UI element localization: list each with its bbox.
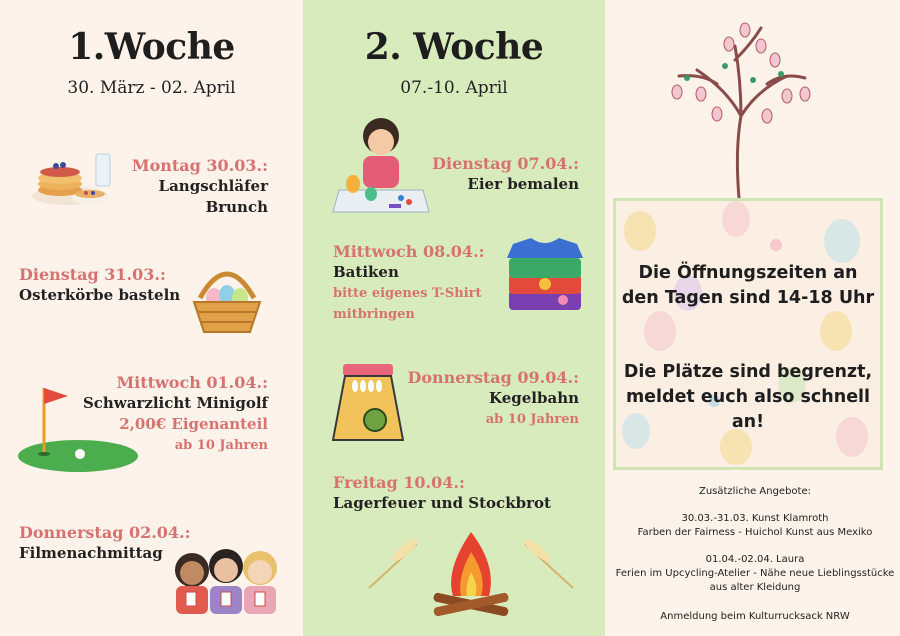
offer1-title: 30.03.-31.03. Kunst Klamroth (681, 513, 829, 524)
event-donnerstag-02 (19, 522, 191, 564)
event-activity: Schwarzlicht Minigolf (82, 394, 268, 412)
campfire-icon (365, 526, 577, 622)
event-day: Donnerstag 09.04.: (407, 368, 579, 387)
extras-heading: Zusätzliche Angebote: (698, 486, 811, 497)
event-activity: Batiken (333, 263, 399, 281)
event-activity: Kegelbahn (489, 389, 579, 407)
event-note: mitbringen (333, 307, 415, 322)
event-freitag-10 (333, 472, 551, 514)
easter-tree-icon (657, 20, 817, 200)
event-age: ab 10 Jahren (485, 412, 579, 427)
offer2-title: 01.04.-02.04. Laura (705, 554, 805, 565)
egg-painting-icon (331, 112, 431, 216)
offer2-description-cont: aus alter Kleidung (709, 582, 801, 593)
offer1-description: Farben der Fairness - Huichol Kunst aus Mexiko (637, 527, 873, 538)
info-box (613, 198, 883, 470)
event-day: Mittwoch 01.04.: (116, 373, 268, 392)
event-mittwoch-01 (83, 372, 268, 456)
event-day: Dienstag 31.03.: (19, 265, 166, 284)
event-activity: Langschläfer (158, 177, 268, 195)
week1-title: 1.Woche (68, 26, 235, 68)
event-activity: Osterkörbe basteln (19, 286, 181, 304)
event-activity: Eier bemalen (467, 175, 579, 193)
pancake-icon (28, 148, 120, 212)
event-day: Montag 30.03.: (131, 156, 268, 175)
kids-popcorn-icon (170, 540, 282, 616)
event-dienstag-31 (19, 264, 180, 306)
limited-spots-line1: Die Plätze sind begrenzt, (623, 362, 873, 382)
tie-dye-shirts-icon (503, 234, 587, 318)
week2-dates: 07.-10. April (400, 78, 508, 98)
event-day: Mittwoch 08.04.: (333, 242, 485, 261)
event-activity: Brunch (205, 198, 268, 216)
week2-title: 2. Woche (364, 26, 544, 68)
offer2-description: Ferien im Upcycling-Atelier - Nähe neue Lieblingsstücke (615, 568, 895, 579)
signup-note: Anmeldung beim Kulturrucksack NRW (660, 611, 850, 622)
week1-dates: 30. März - 02. April (67, 78, 236, 98)
event-day: Donnerstag 02.04.: (19, 523, 191, 542)
event-activity: Filmenachmittag (19, 544, 163, 562)
bowling-lane-icon (327, 362, 409, 444)
event-dienstag-07 (432, 153, 579, 195)
event-montag (132, 155, 268, 218)
event-activity: Lagerfeuer und Stockbrot (333, 494, 551, 512)
event-age: ab 10 Jahren (174, 438, 268, 453)
easter-basket-icon (188, 258, 266, 338)
event-price: 2,00€ Eigenanteil (119, 415, 268, 433)
limited-spots-line2: meldet euch also schnell (625, 387, 871, 407)
event-day: Dienstag 07.04.: (432, 154, 579, 173)
opening-hours-line1: Die Öffnungszeiten an (638, 263, 858, 283)
week2-column (303, 0, 605, 636)
event-note: bitte eigenes T-Shirt (333, 286, 482, 301)
event-day: Freitag 10.04.: (333, 473, 465, 492)
limited-spots-line3: an! (731, 412, 765, 432)
event-mittwoch-08 (333, 241, 485, 325)
opening-hours-line2: den Tagen sind 14-18 Uhr (621, 288, 875, 308)
event-donnerstag-09 (407, 367, 579, 430)
week1-column (0, 0, 303, 636)
